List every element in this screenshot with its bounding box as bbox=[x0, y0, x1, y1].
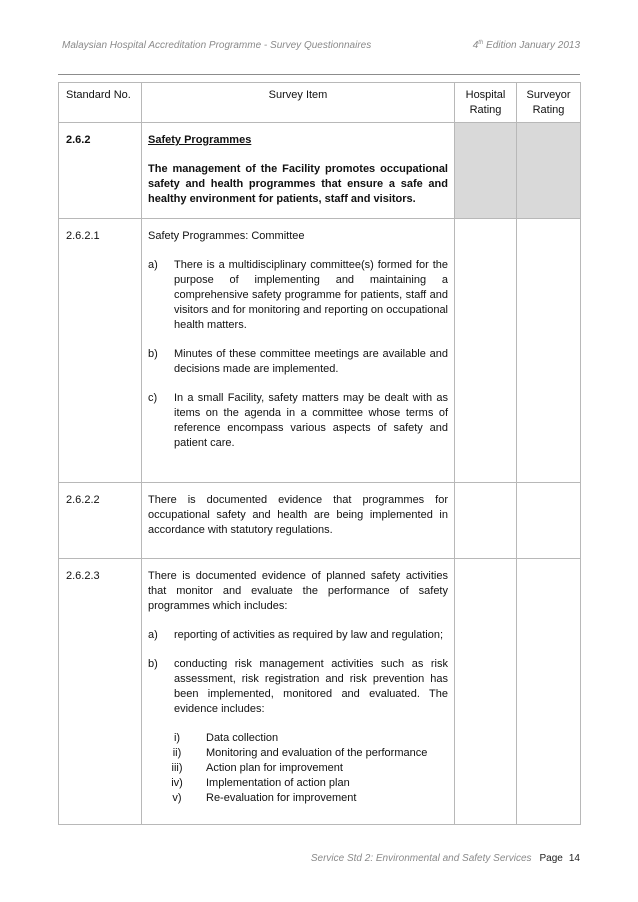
survey-table bbox=[58, 82, 581, 825]
table-row bbox=[59, 219, 581, 483]
list-text: conducting risk management activities such as risk assessment, risk registration and risk prevention has been implemented, monitored and evaluated. The evidence includes: bbox=[174, 658, 448, 715]
surveyor-rating-cell bbox=[517, 559, 581, 825]
col-survey-item: Survey Item bbox=[142, 83, 455, 123]
sub-list-text: Action plan for improvement bbox=[206, 762, 343, 774]
list-item bbox=[148, 347, 448, 377]
edition-number: 4 bbox=[472, 40, 479, 51]
surveyor-rating-line1: Surveyor bbox=[526, 89, 571, 101]
sub-list-marker: i) bbox=[173, 732, 181, 744]
list-marker: a) bbox=[148, 259, 158, 271]
list-text: Minutes of these committee meetings are available and decisions made are implemented. bbox=[174, 348, 448, 375]
sub-list-item bbox=[148, 776, 448, 791]
item-text: There is documented evidence that programmes for occupational safety and health are being implemented in accordance with statutory regulations. bbox=[148, 494, 448, 536]
item-title: Safety Programmes bbox=[148, 134, 252, 146]
page-header bbox=[62, 40, 580, 54]
sub-list-marker: v) bbox=[172, 792, 182, 804]
standard-number: 2.6.2.2 bbox=[59, 483, 142, 559]
sub-list-item bbox=[148, 761, 448, 776]
page-footer bbox=[311, 853, 580, 864]
sub-list-marker: iii) bbox=[171, 762, 183, 774]
list-marker: a) bbox=[148, 629, 158, 641]
edition-suffix: th bbox=[478, 40, 484, 46]
list-item bbox=[148, 657, 448, 717]
standard-number: 2.6.2.3 bbox=[59, 559, 142, 825]
survey-item bbox=[142, 219, 455, 483]
hospital-rating-line1: Hospital bbox=[465, 89, 506, 101]
list-text: There is a multidisciplinary committee(s) formed for the purpose of implementing and maintaining a comprehensive safety programme for patients, staff and visitors and for monitoring and reporting on occupational health matters. bbox=[174, 259, 448, 331]
surveyor-rating-cell bbox=[517, 483, 581, 559]
header-rule bbox=[58, 74, 580, 75]
header-title: Malaysian Hospital Accreditation Programme - Survey Questionnaires bbox=[62, 40, 372, 51]
sub-list-text: Implementation of action plan bbox=[206, 777, 350, 789]
list-item bbox=[148, 258, 448, 333]
table-header-row bbox=[59, 83, 581, 123]
sub-list-marker: iv) bbox=[171, 777, 183, 789]
list-marker: c) bbox=[148, 392, 158, 404]
list-item bbox=[148, 391, 448, 451]
sub-list-item bbox=[148, 746, 448, 761]
list-marker: b) bbox=[148, 658, 158, 670]
standard-number: 2.6.2 bbox=[59, 123, 142, 219]
survey-item bbox=[142, 123, 455, 219]
sub-list-item bbox=[148, 731, 448, 746]
hospital-rating-cell bbox=[455, 483, 517, 559]
list-text: In a small Facility, safety matters may be dealt with as items on the agenda in a committee whose terms of reference encompass various aspects of safety and patient care. bbox=[174, 392, 448, 449]
footer-page-label: Page bbox=[539, 853, 563, 864]
footer-page-number: 14 bbox=[568, 853, 580, 864]
table-row bbox=[59, 559, 581, 825]
hospital-rating-line2: Rating bbox=[469, 104, 502, 116]
col-surveyor-rating bbox=[517, 83, 581, 123]
hospital-rating-cell bbox=[455, 559, 517, 825]
item-title: Safety Programmes: Committee bbox=[148, 230, 305, 242]
standard-number: 2.6.2.1 bbox=[59, 219, 142, 483]
col-hospital-rating bbox=[455, 83, 517, 123]
list-text: reporting of activities as required by law and regulation; bbox=[174, 629, 444, 641]
list-item bbox=[148, 628, 448, 643]
surveyor-rating-cell bbox=[517, 219, 581, 483]
sub-list-text: Monitoring and evaluation of the performance bbox=[206, 747, 428, 759]
survey-item bbox=[142, 483, 455, 559]
footer-section: Service Std 2: Environmental and Safety Services bbox=[310, 853, 532, 864]
sub-list-marker: ii) bbox=[172, 747, 182, 759]
hospital-rating-cell bbox=[455, 123, 517, 219]
hospital-rating-cell bbox=[455, 219, 517, 483]
sub-list-text: Re-evaluation for improvement bbox=[206, 792, 357, 804]
sub-list-item bbox=[148, 791, 448, 806]
surveyor-rating-line2: Rating bbox=[532, 104, 565, 116]
col-standard-no: Standard No. bbox=[59, 83, 142, 123]
item-text: There is documented evidence of planned safety activities that monitor and evaluate the performance of safety programmes which includes: bbox=[148, 570, 448, 612]
list-marker: b) bbox=[148, 348, 158, 360]
header-edition bbox=[473, 40, 580, 51]
table-row bbox=[59, 483, 581, 559]
item-text: The management of the Facility promotes occupational safety and health programmes that ensure a safe and healthy environment for patients, staff and visitors. bbox=[148, 163, 448, 205]
sub-list-text: Data collection bbox=[206, 732, 279, 744]
surveyor-rating-cell bbox=[517, 123, 581, 219]
edition-date: Edition January 2013 bbox=[483, 40, 580, 51]
table-row bbox=[59, 123, 581, 219]
survey-item bbox=[142, 559, 455, 825]
